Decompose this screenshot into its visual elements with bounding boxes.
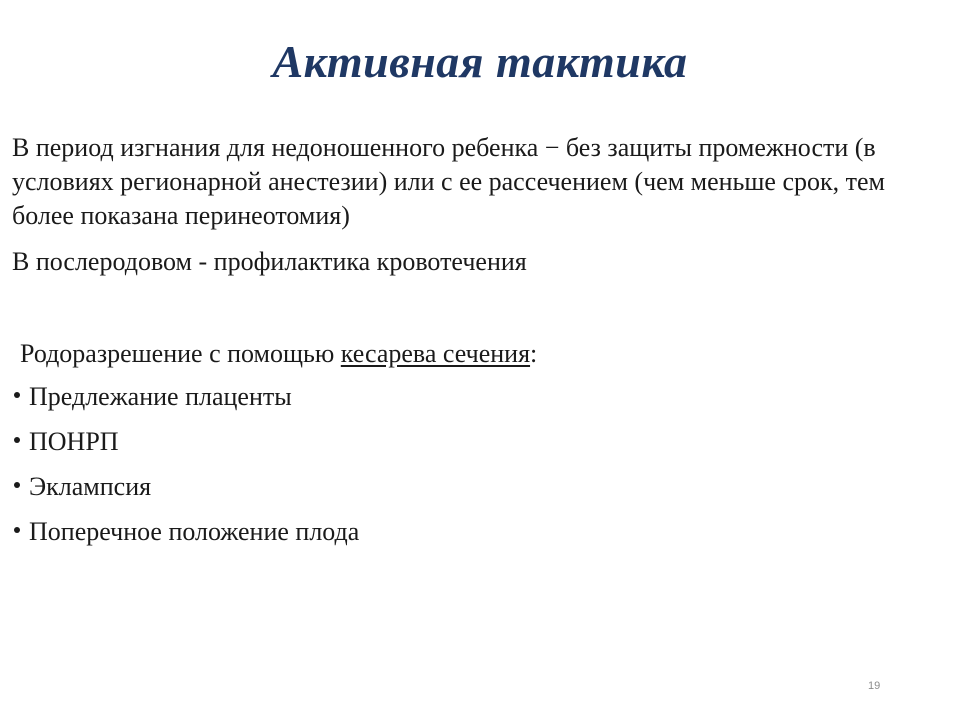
cesarean-intro-prefix: Родоразрешение с помощью [20,339,341,368]
cesarean-intro-suffix: : [530,339,538,368]
list-item-text: ПОНРП [29,427,119,456]
list-item [12,425,912,459]
paragraph-postpartum: В послеродовом - профилактика кровотечения [12,247,527,276]
bullet-dot-icon [14,437,20,443]
cesarean-section-term: кесарева сечения [340,339,531,368]
page-number: 19 [868,680,881,692]
bullet-dot-icon [14,482,20,488]
bullet-dot-icon [14,392,20,398]
bullet-dot-icon [14,527,20,533]
list-item [12,515,912,549]
list-item [12,380,912,414]
indications-list [12,380,912,560]
list-item-text: Поперечное положение плода [29,517,360,546]
list-item [12,470,912,504]
cesarean-intro [20,337,950,371]
list-item-text: Эклампсия [29,472,152,501]
list-item-text: Предлежание плаценты [29,382,292,411]
paragraph-expulsion-period: В период изгнания для недоношенного ребенка − без защиты промежности (в условиях регионарной анестезии) или с ее рассечением (чем меньше срок, тем более показана перинеотомия) [12,133,885,230]
slide-title: Активная тактика [272,36,688,87]
